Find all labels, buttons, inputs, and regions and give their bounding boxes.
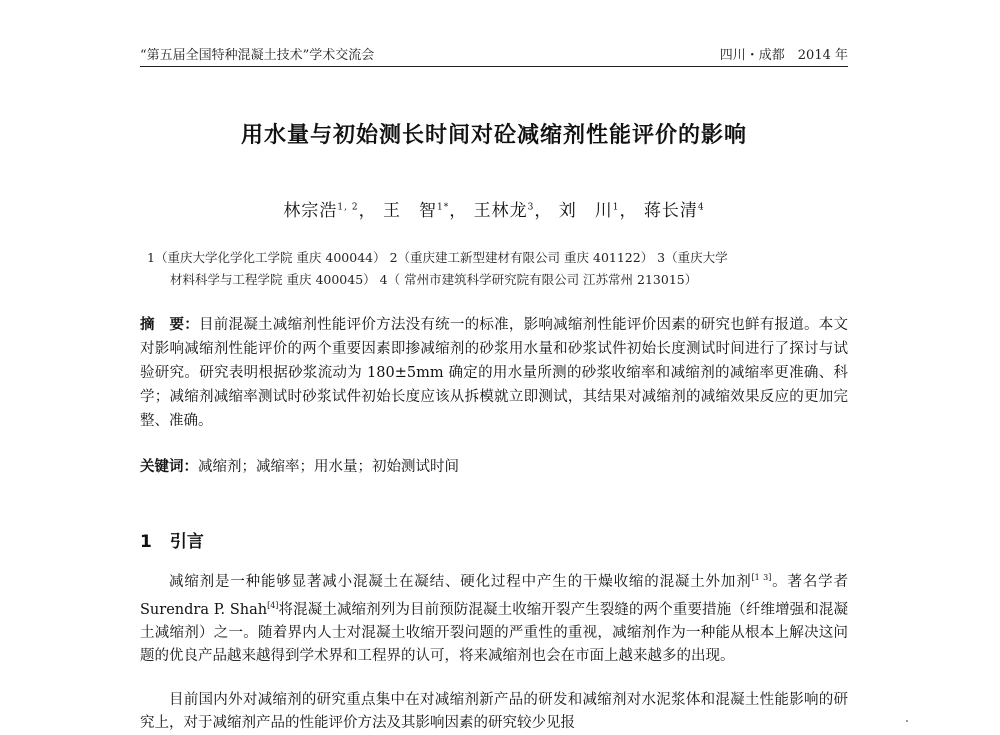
author-name: 刘 川 <box>558 201 613 221</box>
paragraph-text: 将混凝土减缩剂列为目前预防混凝土收缩开裂产生裂缝的两个重要措施（纤维增强和混凝土减缩剂）之一。随着界内人士对混凝土收缩开裂问题的严重性的重视，减缩剂作为一种能从根本上解决这问题的优良产品越来越得到学术界和工程界的认可，将来减缩剂也会在市面上越来越多的出现。 <box>140 601 848 664</box>
body-paragraph <box>140 566 848 668</box>
author-affil-mark: 1 <box>612 202 620 213</box>
paragraph-text: 减缩剂是一种能够显著减小混凝土在凝结、硬化过程中产生的干燥收缩的混凝土外加剂 <box>169 573 752 590</box>
author-affil-mark: 3 <box>527 202 535 213</box>
conference-location-year: 四川・成都 2014 年 <box>719 48 848 63</box>
author-affil-mark: 1, 2 <box>337 202 359 213</box>
author-name: 王林龙 <box>473 201 528 221</box>
affiliation-line-2: 材料科学与工程学院 重庆 400045） 4（ 常州市建筑科学研究院有限公司 江苏常州 213015） <box>170 272 698 287</box>
scan-speck <box>906 720 908 722</box>
paper-title: 用水量与初始测长时间对砼减缩剂性能评价的影响 <box>240 123 747 148</box>
author-affil-mark: 4 <box>697 202 705 213</box>
abstract-label: 摘 要： <box>140 317 200 333</box>
section-number: 1 <box>140 532 152 552</box>
keywords-label: 关键词： <box>140 459 198 475</box>
body-paragraph: 目前国内外对减缩剂的研究重点集中在对减缩剂新产品的研发和减缩剂对水泥浆体和混凝土性能影响的研究上，对于减缩剂产品的性能评价方法及其影响因素的研究较少见报 <box>140 692 848 731</box>
author-name: 蒋长清 <box>643 201 698 221</box>
abstract-text: 目前混凝土减缩剂性能评价方法没有统一的标准，影响减缩剂性能评价因素的研究也鲜有报道。本文对影响减缩剂性能评价的两个重要因素即掺减缩剂的砂浆用水量和砂浆试件初始长度测试时间进行了探讨与试验研究。研究表明根据砂浆流动为 180±5mm 确定的用水量所测的砂浆收缩率和减缩剂的减缩率更准确、科学；减缩剂减缩率测试时砂浆试件初始长度应该从拆模就立即测试，其结果对减缩剂的减缩效果反应的更加完整、准确。 <box>140 317 849 429</box>
author-affil-mark: 1* <box>436 202 450 213</box>
section-title: 引言 <box>169 532 204 552</box>
author-list: 林宗浩$^{1, 2}$， 王 智$^{1*}$， 王林龙$^3$， 刘 川$^1$， 蒋长清$^4$ <box>283 201 705 221</box>
header-rule <box>140 66 848 67</box>
keywords <box>140 455 848 476</box>
keywords-text: 减缩剂；减缩率；用水量；初始测试时间 <box>198 459 459 475</box>
citation: [1 3] <box>751 573 772 582</box>
conference-name: “第五届全国特种混凝土技术”学术交流会 <box>140 48 375 63</box>
author-name: 王 智 <box>382 201 437 221</box>
citation: [4] <box>267 600 279 610</box>
affiliation-line-1: 1（重庆大学化学化工学院 重庆 400044） 2（重庆建工新型建材有限公司 重庆 401122） 3（重庆大学 <box>147 250 728 265</box>
abstract <box>140 313 848 433</box>
section-heading <box>140 527 204 552</box>
author-name: 林宗浩 <box>283 201 338 221</box>
paragraph-text: 。著名学者 Surendra P. Shah <box>140 573 848 618</box>
